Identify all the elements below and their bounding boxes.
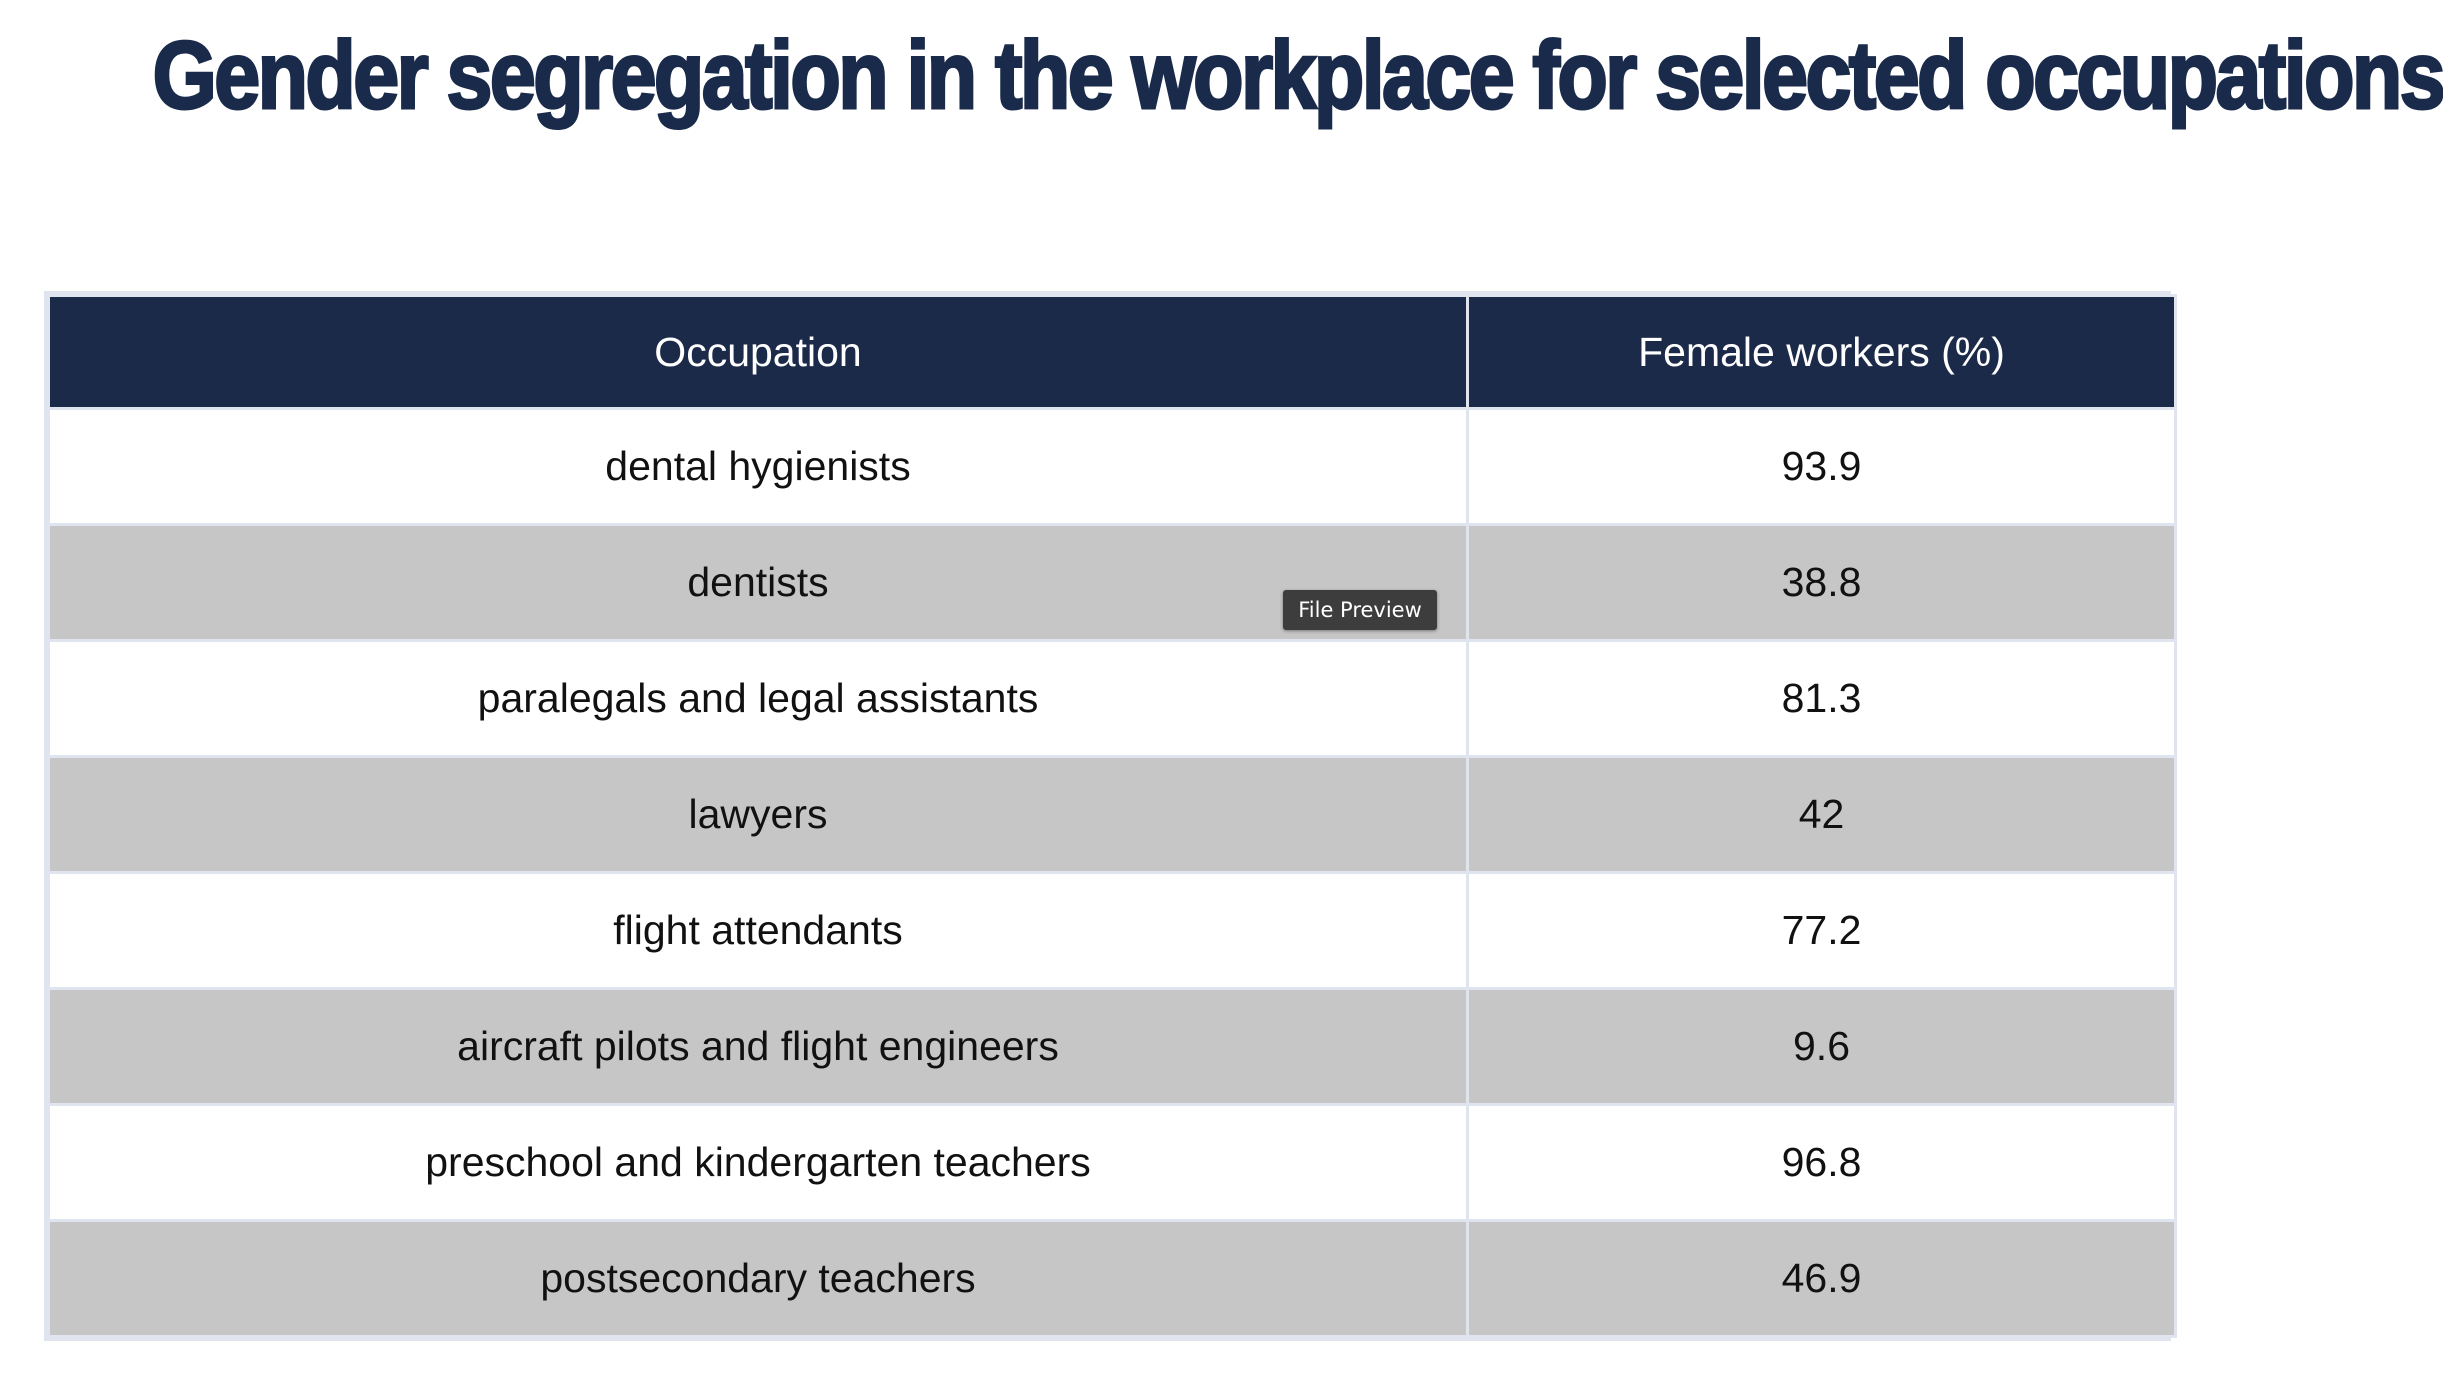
cell-occupation: paralegals and legal assistants: [49, 641, 1468, 757]
cell-female-pct: 42: [1468, 757, 2176, 873]
table-row: [49, 1105, 2176, 1221]
cell-occupation: preschool and kindergarten teachers: [49, 1105, 1468, 1221]
cell-female-pct: 96.8: [1468, 1105, 2176, 1221]
table-row: [49, 989, 2176, 1105]
cell-female-pct: 77.2: [1468, 873, 2176, 989]
column-header-occupation: Occupation: [49, 296, 1468, 409]
cell-occupation: dentists: [49, 525, 1468, 641]
cell-female-pct: 93.9: [1468, 409, 2176, 525]
cell-occupation: flight attendants: [49, 873, 1468, 989]
cell-female-pct: 46.9: [1468, 1221, 2176, 1337]
cell-occupation: dental hygienists: [49, 409, 1468, 525]
column-header-female-workers: Female workers (%): [1468, 296, 2176, 409]
cell-female-pct: 38.8: [1468, 525, 2176, 641]
cell-occupation: lawyers: [49, 757, 1468, 873]
cell-occupation: postsecondary teachers: [49, 1221, 1468, 1337]
cell-female-pct: 81.3: [1468, 641, 2176, 757]
table-header-row: [49, 296, 2176, 409]
table-row: [49, 641, 2176, 757]
table-row: [49, 525, 2176, 641]
cell-occupation: aircraft pilots and flight engineers: [49, 989, 1468, 1105]
file-preview-tooltip: File Preview: [1283, 590, 1437, 630]
data-table: [47, 294, 2177, 1338]
table-row: [49, 873, 2176, 989]
table-row: [49, 757, 2176, 873]
table-row: [49, 1221, 2176, 1337]
occupation-table: [44, 291, 2171, 1341]
page-title: Gender segregation in the workplace for selected occupations: [152, 22, 2443, 129]
cell-female-pct: 9.6: [1468, 989, 2176, 1105]
table-row: [49, 409, 2176, 525]
